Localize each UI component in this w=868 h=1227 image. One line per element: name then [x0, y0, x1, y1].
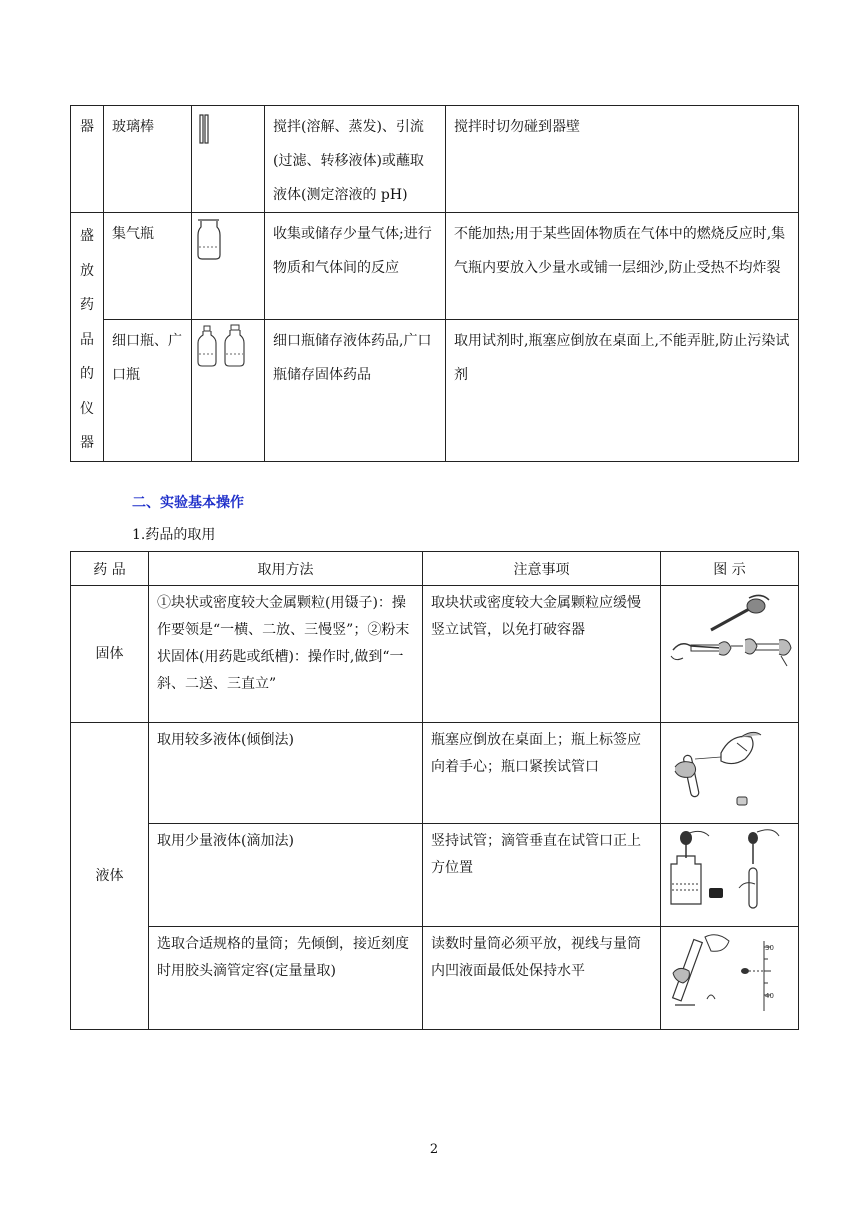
graduated-cylinder-icon — [661, 927, 799, 1030]
dropper-icon — [661, 824, 799, 927]
column-header: 图 示 — [661, 552, 799, 586]
notes-cell: 瓶塞应倒放在桌面上；瓶上标签应向着手心；瓶口紧挨试管口 — [423, 723, 661, 824]
table-row — [71, 586, 799, 723]
category-char: 盛 — [80, 228, 94, 244]
table-row — [71, 319, 799, 461]
method-cell: 取用少量液体(滴加法) — [149, 824, 423, 927]
column-header: 药 品 — [71, 552, 149, 586]
category-char: 器 — [80, 435, 94, 451]
reagent-handling-table — [70, 551, 799, 1030]
scale-label: 40 — [765, 992, 774, 1000]
method-cell: ①块状或密度较大金属颗粒(用镊子)：操作要领是“一横、二放、三慢竖”；②粉末状固体(用药匙或纸槽)：操作时,做到“一斜、二送、三直立” — [149, 586, 423, 723]
apparatus-table — [70, 105, 799, 462]
apparatus-name: 玻璃棒 — [104, 106, 192, 213]
page-number: 2 — [429, 1142, 439, 1157]
method-cell: 选取合适规格的量筒；先倾倒，接近刻度时用胶头滴管定容(定量量取) — [149, 927, 423, 1030]
pouring-liquid-icon — [661, 723, 799, 824]
apparatus-name: 细口瓶、广口瓶 — [104, 319, 192, 461]
method-cell: 取用较多液体(倾倒法) — [149, 723, 423, 824]
apparatus-name: 集气瓶 — [104, 213, 192, 320]
notes-cell: 竖持试管；滴管垂直在试管口正上方位置 — [423, 824, 661, 927]
column-header: 注意事项 — [423, 552, 661, 586]
table-row — [71, 213, 799, 320]
scale-label: 30 — [765, 944, 774, 952]
solid-reagent-handling-icon — [661, 586, 799, 723]
category-char: 的 — [80, 366, 94, 382]
notes-cell: 取用试剂时,瓶塞应倒放在桌面上,不能弄脏,防止污染试剂 — [446, 319, 799, 461]
category-char: 放 — [80, 262, 94, 279]
notes-cell: 搅拌时切勿碰到器壁 — [446, 106, 799, 213]
notes-cell: 取块状或密度较大金属颗粒应缓慢竖立试管，以免打破容器 — [423, 586, 661, 723]
table-row — [71, 824, 799, 927]
table-header-row — [71, 552, 799, 586]
gas-jar-icon — [192, 213, 265, 320]
section-subheading: 1.药品的取用 — [132, 527, 216, 543]
table-row — [71, 927, 799, 1030]
reagent-bottles-icon — [192, 319, 265, 461]
usage-cell: 细口瓶储存液体药品,广口瓶储存固体药品 — [265, 319, 446, 461]
reagent-type-cell: 液体 — [71, 723, 149, 1030]
column-header: 取用方法 — [149, 552, 423, 586]
category-char: 药 — [80, 297, 94, 313]
table-row — [71, 106, 799, 213]
usage-cell: 搅拌(溶解、蒸发)、引流(过滤、转移液体)或蘸取液体(测定溶液的 pH) — [265, 106, 446, 213]
category-cell: 器 — [71, 106, 104, 213]
notes-cell: 不能加热;用于某些固体物质在气体中的燃烧反应时,集气瓶内要放入少量水或铺一层细沙,防止受热不均炸裂 — [446, 213, 799, 320]
table-row — [71, 723, 799, 824]
notes-cell: 读数时量筒必须平放，视线与量筒内凹液面最低处保持水平 — [423, 927, 661, 1030]
category-cell — [71, 213, 104, 462]
category-char: 仪 — [80, 400, 94, 417]
glass-rod-icon — [192, 106, 265, 213]
section-heading: 二、实验基本操作 — [132, 495, 244, 511]
usage-cell: 收集或储存少量气体;进行物质和气体间的反应 — [265, 213, 446, 320]
reagent-type-cell: 固体 — [71, 586, 149, 723]
category-char: 品 — [80, 331, 94, 348]
